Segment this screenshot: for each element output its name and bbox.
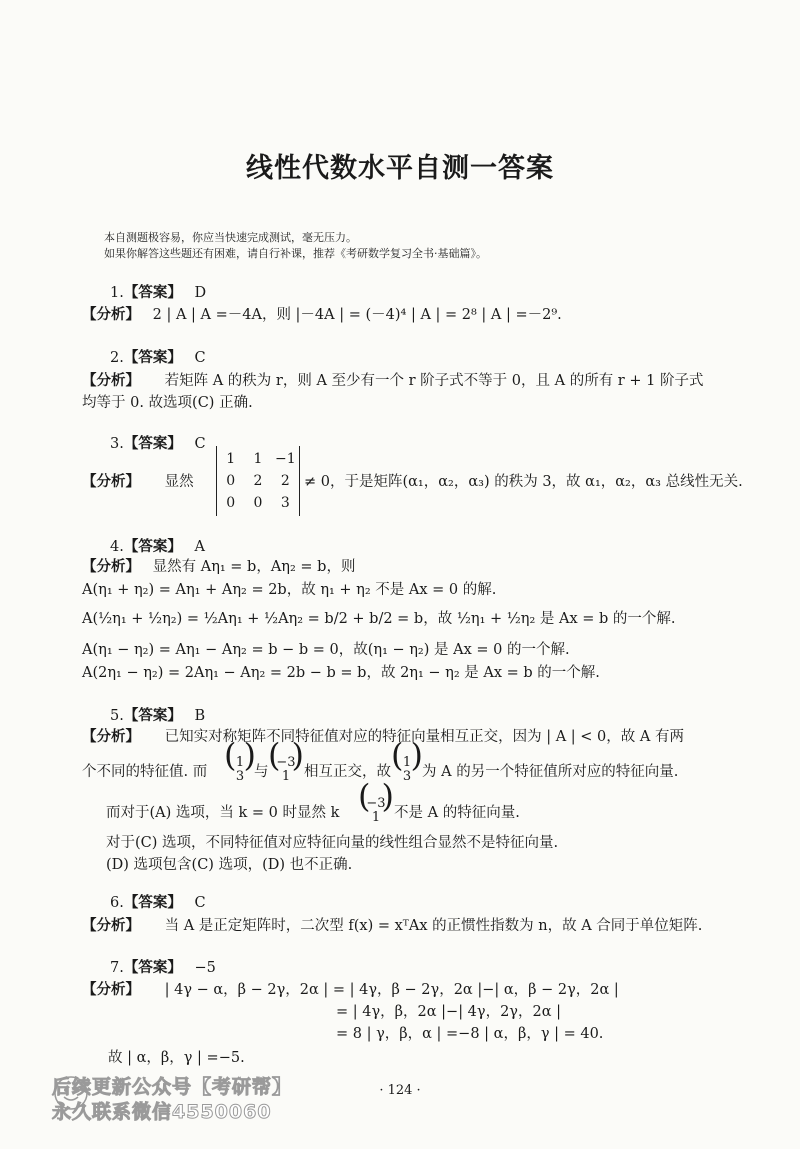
matrix-cell: 3 [280, 495, 290, 511]
q5-vector-2 [268, 736, 304, 784]
q3-determinant [216, 446, 300, 516]
q7-line-3: = 8 | γ，β，α | =−8 | α，β，γ | = 40. [336, 1026, 604, 1042]
q4-line-4: A(η₁ − η₂) = Aη₁ − Aη₂ = b − b = 0，故(η₁ − η₂) 是 Ax = 0 的一个解. [82, 642, 570, 658]
q6-number: 6. [110, 895, 124, 911]
answer-label: 【答案】 [123, 708, 182, 724]
q5-line-4: 对于(C) 选项，不同特征值对应特征向量的线性组合显然不是特征向量. [106, 835, 559, 851]
q5-text-2d: 为 A 的另一个特征值所对应的特征向量. [422, 764, 679, 780]
page-title: 线性代数水平自测一答案 [246, 153, 554, 184]
q1-answer: D [194, 285, 207, 301]
left-paren-icon: ( [391, 736, 404, 774]
q3-answer-line [110, 434, 206, 454]
analysis-label: 【分析】 [82, 559, 140, 575]
q7-answer: −5 [194, 960, 216, 976]
analysis-label: 【分析】 [82, 729, 140, 745]
right-paren-icon: ) [410, 736, 423, 774]
q5-vector-1 [224, 736, 256, 784]
answer-label: 【答案】 [123, 350, 182, 366]
q2-number: 2. [110, 350, 124, 366]
q6-analysis: 当 A 是正定矩阵时，二次型 f(x) = xᵀAx 的正惯性指数为 n，故 A 合同于单位矩阵. [164, 918, 703, 934]
q4-line-1: 显然有 Aη₁ = b，Aη₂ = b，则 [152, 559, 356, 575]
q5-analysis-1: 已知实对称矩阵不同特征值对应的特征向量相互正交，因为 | A | < 0，故 A 有两 [164, 729, 684, 745]
q3-suffix: ≠ 0，于是矩阵(α₁，α₂，α₃) 的秩为 3，故 α₁，α₂，α₃ 总线性无关. [304, 474, 743, 490]
matrix-cell: 0 [253, 495, 263, 511]
q5-answer: B [194, 708, 206, 724]
matrix-cell: −1 [275, 451, 296, 467]
vector-entry: 1 [281, 769, 291, 784]
q7-answer-line [110, 958, 216, 978]
q5-answer-line [110, 706, 205, 726]
q5-text-2c: 相互正交，故 [304, 764, 391, 780]
q2-answer-line [110, 348, 206, 368]
q7-number: 7. [110, 960, 124, 976]
page-number: · 124 · [379, 1083, 421, 1098]
left-paren-icon: ( [224, 736, 237, 774]
vector-entry: 1 [371, 810, 381, 825]
q5-text-2b: 与 [254, 764, 269, 780]
answer-label: 【答案】 [123, 285, 182, 301]
analysis-label: 【分析】 [82, 474, 140, 490]
q7-line-2: = | 4γ，β，2α |−| 4γ，2γ，2α | [336, 1004, 561, 1020]
answer-label: 【答案】 [123, 436, 182, 452]
right-paren-icon: ) [291, 736, 304, 774]
q6-analysis-line [82, 916, 702, 936]
matrix-cell: 0 [226, 473, 236, 489]
q5-analysis-line [82, 727, 684, 747]
q1-number: 1. [110, 285, 124, 301]
q4-line-3: A(½η₁ + ½η₂) = ½Aη₁ + ½Aη₂ = b/2 + b/2 = b，故 ½η₁ + ½η₂ 是 Ax = b 的一个解. [82, 611, 676, 627]
vector-entry: 3 [402, 769, 412, 784]
q4-number: 4. [110, 539, 124, 555]
analysis-label: 【分析】 [82, 982, 140, 998]
q3-number: 3. [110, 436, 124, 452]
matrix-cell: 2 [280, 473, 290, 489]
q5-line-5: (D) 选项包含(C) 选项，(D) 也不正确. [106, 857, 353, 873]
q2-analysis-1: 若矩阵 A 的秩为 r，则 A 至少有一个 r 阶子式不等于 0，且 A 的所有 r + 1 阶子式 [164, 373, 704, 389]
q4-line-2: A(η₁ + η₂) = Aη₁ + Aη₂ = 2b，故 η₁ + η₂ 不是 Ax = 0 的解. [82, 582, 497, 598]
q1-analysis: 2 | A | A =－4A，则 |－4A | = (－4)⁴ | A | = 2⁸ | A | =－2⁹. [152, 307, 562, 323]
watermark-line-2: 永久联系微信4550060 [52, 1101, 272, 1123]
q7-conclusion: 故 | α，β，γ | =−5. [108, 1050, 245, 1066]
analysis-label: 【分析】 [82, 307, 140, 323]
vector-entry: 3 [235, 769, 245, 784]
matrix-cell: 0 [226, 495, 236, 511]
q3-answer: C [194, 436, 206, 452]
q5-text-2a: 个不同的特征值. 而 [82, 764, 208, 780]
q1-answer-line [110, 283, 206, 303]
q7-line-1: | 4γ − α，β − 2γ，2α | = | 4γ，β − 2γ，2α |−| α，β − 2γ，2α | [164, 982, 619, 998]
q3-analysis-line [82, 472, 194, 492]
left-paren-icon: ( [268, 736, 281, 774]
vector-entry: −3 [276, 755, 296, 770]
q6-answer: C [194, 895, 206, 911]
vector-entry: −3 [366, 796, 386, 811]
q5-vector-2-repeat [358, 777, 394, 825]
answer-label: 【答案】 [123, 539, 182, 555]
intro-line-1: 本自测题极容易，你应当快速完成测试，毫无压力。 [104, 231, 357, 244]
q2-analysis-2: 均等于 0. 故选项(C) 正确. [82, 395, 253, 411]
q5-number: 5. [110, 708, 124, 724]
q4-analysis-line [82, 557, 355, 577]
q3-prefix: 显然 [164, 474, 194, 490]
analysis-label: 【分析】 [82, 918, 140, 934]
q4-line-5: A(2η₁ − η₂) = 2Aη₁ − Aη₂ = 2b − b = b，故 2η₁ − η₂ 是 Ax = b 的一个解. [82, 665, 600, 681]
answer-label: 【答案】 [123, 960, 182, 976]
q1-analysis-line [82, 305, 562, 325]
q2-answer: C [194, 350, 206, 366]
matrix-cell: 1 [253, 451, 263, 467]
q4-answer: A [194, 539, 205, 555]
right-paren-icon: ) [243, 736, 256, 774]
analysis-label: 【分析】 [82, 373, 140, 389]
q2-analysis-line [82, 371, 703, 391]
q5-text-3a: 而对于(A) 选项，当 k = 0 时显然 k [106, 805, 340, 821]
watermark-line-1: 后续更新公众号【考研帮】 [52, 1076, 293, 1098]
matrix-cell: 1 [226, 451, 236, 467]
q7-analysis-line [82, 980, 619, 1000]
matrix-cell: 2 [253, 473, 263, 489]
left-paren-icon: ( [358, 777, 371, 815]
right-paren-icon: ) [381, 777, 394, 815]
vector-entry: 1 [402, 755, 412, 770]
vector-entry: 1 [235, 755, 245, 770]
answer-label: 【答案】 [123, 895, 182, 911]
intro-line-2: 如果你解答这些题还有困难，请自行补课，推荐《考研数学复习全书·基础篇》。 [104, 247, 487, 260]
q4-answer-line [110, 537, 205, 557]
q6-answer-line [110, 893, 206, 913]
q5-text-3b: 不是 A 的特征向量. [394, 805, 520, 821]
q5-vector-1-repeat [391, 736, 423, 784]
